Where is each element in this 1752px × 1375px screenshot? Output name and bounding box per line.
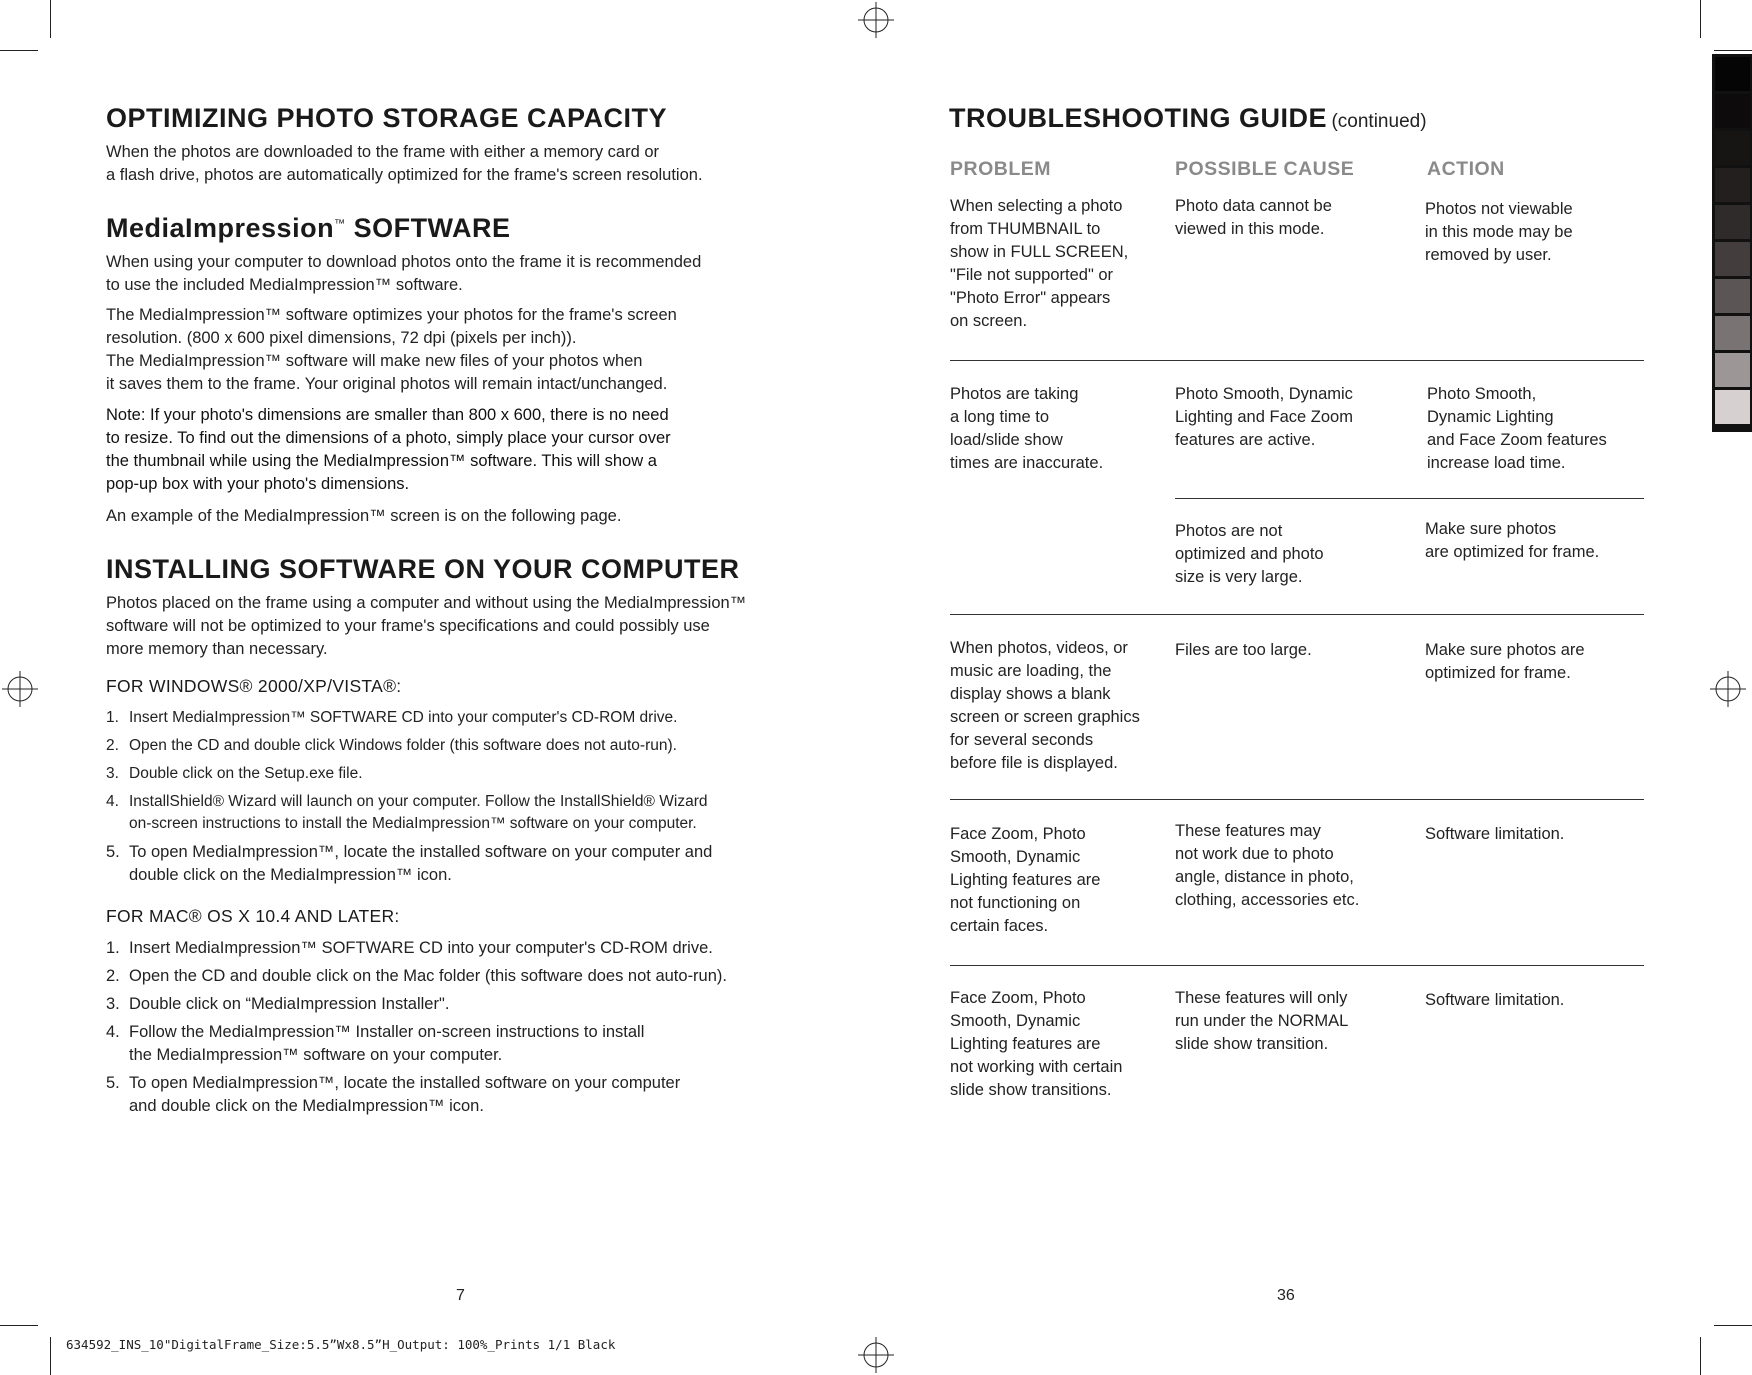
- text-line: Photos not viewable: [1425, 200, 1573, 218]
- text-line: before file is displayed.: [950, 754, 1118, 772]
- text-line: "File not supported" or: [950, 266, 1114, 284]
- title-text: MediaImpression: [106, 213, 335, 243]
- page-number-right: 36: [1277, 1287, 1295, 1304]
- list-item: [106, 841, 786, 887]
- action-cell: [1425, 518, 1599, 564]
- registration-mark-icon: [2, 671, 38, 707]
- list-item: [106, 707, 786, 729]
- windows-heading: FOR WINDOWS® 2000/XP/VISTA®:: [106, 676, 402, 696]
- text-line: Files are too large.: [1175, 641, 1312, 659]
- problem-cell: [950, 987, 1122, 1102]
- action-cell: [1427, 383, 1607, 475]
- step-text: and double click on the MediaImpression™ icon.: [129, 1097, 484, 1115]
- text-line: are optimized for frame.: [1425, 543, 1600, 561]
- text-line: optimized for frame.: [1425, 664, 1571, 682]
- text-line: not working with certain: [950, 1058, 1123, 1076]
- list-item: [106, 791, 786, 835]
- section-title-software: [106, 213, 511, 244]
- step-number: 5.: [106, 843, 120, 861]
- text-line: Make sure photos are: [1425, 641, 1585, 659]
- text-line: and Face Zoom features: [1427, 431, 1607, 449]
- color-swatch: [1715, 242, 1750, 276]
- cause-cell: [1175, 987, 1348, 1056]
- step-number: 3.: [106, 765, 119, 782]
- crop-mark: [0, 50, 38, 51]
- step-number: 2.: [106, 967, 120, 985]
- row-divider: [950, 614, 1644, 615]
- text-line: size is very large.: [1175, 568, 1303, 586]
- title-text: TROUBLESHOOTING GUIDE: [949, 103, 1328, 133]
- text-line: The MediaImpression™ software will make new files of your photos when: [106, 352, 643, 370]
- step-text: double click on the MediaImpression™ icon.: [129, 866, 452, 884]
- color-swatch: [1715, 131, 1750, 165]
- text-line: Smooth, Dynamic: [950, 848, 1081, 866]
- text-line: music are loading, the: [950, 662, 1112, 680]
- crop-mark: [1700, 1337, 1701, 1375]
- text-line: Dynamic Lighting: [1427, 408, 1554, 426]
- color-swatch: [1715, 205, 1750, 239]
- step-text: Insert MediaImpression™ SOFTWARE CD into your computer's CD-ROM drive.: [129, 939, 713, 957]
- text-line: display shows a blank: [950, 685, 1111, 703]
- storage-paragraph: [106, 141, 703, 187]
- text-line: When photos, videos, or: [950, 639, 1128, 657]
- text-line: Make sure photos: [1425, 520, 1557, 538]
- problem-cell: [950, 637, 1140, 775]
- text-line: When using your computer to download photos onto the frame it is recommended: [106, 253, 702, 271]
- text-line: Photo data cannot be: [1175, 197, 1332, 215]
- text-line: times are inaccurate.: [950, 454, 1104, 472]
- action-cell: [1425, 198, 1573, 267]
- text-line: resolution. (800 x 600 pixel dimensions, 72 dpi (pixels per inch)).: [106, 329, 577, 347]
- registration-mark-icon: [1710, 671, 1746, 707]
- text-line: Smooth, Dynamic: [950, 1012, 1081, 1030]
- problem-cell: [950, 823, 1100, 938]
- text-line: Face Zoom, Photo: [950, 989, 1086, 1007]
- text-line: Lighting and Face Zoom: [1175, 408, 1353, 426]
- step-text: Follow the MediaImpression™ Installer on-screen instructions to install: [129, 1023, 645, 1041]
- text-line: in this mode may be: [1425, 223, 1573, 241]
- text-line: Face Zoom, Photo: [950, 825, 1086, 843]
- step-text: Double click on “MediaImpression Installer".: [129, 995, 450, 1013]
- row-divider: [950, 965, 1644, 966]
- text-line: Photos placed on the frame using a computer and without using the MediaImpression™: [106, 594, 747, 612]
- page-title: [949, 103, 1427, 134]
- step-text: Open the CD and double click Windows folder (this software does not auto-run).: [129, 737, 677, 754]
- list-item: [106, 763, 786, 785]
- windows-steps: [106, 707, 786, 887]
- mac-heading: FOR MAC® OS X 10.4 AND LATER:: [106, 906, 400, 926]
- step-text: InstallShield® Wizard will launch on your computer. Follow the InstallShield® Wizard: [129, 793, 708, 810]
- list-item: [106, 965, 806, 988]
- cause-cell: [1175, 383, 1353, 452]
- text-line: load/slide show: [950, 431, 1063, 449]
- text-line: on screen.: [950, 312, 1028, 330]
- list-item: [106, 735, 786, 757]
- text-line: These features will only: [1175, 989, 1348, 1007]
- text-line: viewed in this mode.: [1175, 220, 1325, 238]
- action-cell: [1425, 989, 1564, 1012]
- text-line: The MediaImpression™ software optimizes your photos for the frame's screen: [106, 306, 677, 324]
- text-line: Photos are not: [1175, 522, 1283, 540]
- example-line: An example of the MediaImpression™ screen is on the following page.: [106, 507, 622, 525]
- text-line: a long time to: [950, 408, 1050, 426]
- text-line: slide show transition.: [1175, 1035, 1329, 1053]
- crop-mark: [50, 1337, 51, 1375]
- text-line: from THUMBNAIL to: [950, 220, 1101, 238]
- step-text: on-screen instructions to install the MediaImpression™ software on your computer.: [129, 815, 697, 832]
- text-line: pop-up box with your photo's dimensions.: [106, 475, 410, 493]
- crop-mark: [50, 0, 51, 38]
- step-text: To open MediaImpression™, locate the installed software on your computer: [129, 1074, 681, 1092]
- installing-intro: [106, 592, 746, 661]
- list-item: [106, 1021, 806, 1067]
- cause-cell: [1175, 520, 1324, 589]
- color-swatch: [1715, 390, 1750, 424]
- text-line: for several seconds: [950, 731, 1094, 749]
- step-text: To open MediaImpression™, locate the installed software on your computer and: [129, 843, 713, 861]
- software-note: [106, 404, 671, 496]
- text-line: not work due to photo: [1175, 845, 1334, 863]
- software-paragraph-1: [106, 251, 701, 297]
- mac-steps: [106, 937, 806, 1118]
- column-header-action: ACTION: [1427, 158, 1505, 180]
- step-number: 1.: [106, 939, 120, 957]
- text-line: Photo Smooth, Dynamic: [1175, 385, 1353, 403]
- text-line: software will not be optimized to your frame's specifications and could possibly use: [106, 617, 710, 635]
- text-line: features are active.: [1175, 431, 1316, 449]
- text-line: Software limitation.: [1425, 991, 1565, 1009]
- text-line: more memory than necessary.: [106, 640, 328, 658]
- color-swatch: [1715, 353, 1750, 387]
- column-header-problem: PROBLEM: [950, 158, 1051, 180]
- print-slug-line: 634592_INS_10"DigitalFrame_Size:5.5”Wx8.5”H_Output: 100%_Prints 1/1 Black: [66, 1337, 616, 1352]
- row-divider: [950, 360, 1644, 361]
- crop-mark: [1700, 0, 1701, 38]
- text-line: optimized and photo: [1175, 545, 1324, 563]
- row-divider: [1175, 498, 1644, 499]
- text-line: When selecting a photo: [950, 197, 1123, 215]
- list-item: [106, 937, 806, 960]
- text-line: screen or screen graphics: [950, 708, 1140, 726]
- crop-mark: [1714, 50, 1752, 51]
- action-cell: [1425, 639, 1585, 685]
- text-line: certain faces.: [950, 917, 1049, 935]
- step-number: 2.: [106, 737, 119, 754]
- step-text: the MediaImpression™ software on your computer.: [129, 1046, 503, 1064]
- text-line: Lighting features are: [950, 871, 1101, 889]
- list-item: [106, 1072, 806, 1118]
- color-swatch: [1715, 279, 1750, 313]
- cause-cell: [1175, 820, 1359, 912]
- problem-cell: [950, 383, 1103, 475]
- text-line: the thumbnail while using the MediaImpression™ software. This will show a: [106, 452, 657, 470]
- action-cell: [1425, 823, 1564, 846]
- text-line: slide show transitions.: [950, 1081, 1112, 1099]
- registration-mark-icon: [858, 1337, 894, 1373]
- cause-cell: [1175, 639, 1312, 662]
- text-line: removed by user.: [1425, 246, 1552, 264]
- section-title-storage: OPTIMIZING PHOTO STORAGE CAPACITY: [106, 103, 668, 133]
- color-swatch: [1715, 94, 1750, 128]
- crop-mark: [1714, 1325, 1752, 1326]
- list-item: [106, 993, 806, 1016]
- text-line: clothing, accessories etc.: [1175, 891, 1360, 909]
- registration-mark-icon: [858, 2, 894, 38]
- text-line: show in FULL SCREEN,: [950, 243, 1129, 261]
- text-line: Photos are taking: [950, 385, 1079, 403]
- step-text: Insert MediaImpression™ SOFTWARE CD into your computer's CD-ROM drive.: [129, 709, 678, 726]
- step-number: 4.: [106, 793, 119, 810]
- cause-cell: [1175, 195, 1332, 241]
- text-line: When the photos are downloaded to the frame with either a memory card or: [106, 143, 660, 161]
- software-paragraph-2: [106, 304, 677, 396]
- text-line: not functioning on: [950, 894, 1081, 912]
- color-swatch: [1715, 168, 1750, 202]
- step-number: 4.: [106, 1023, 120, 1041]
- text-line: "Photo Error" appears: [950, 289, 1111, 307]
- color-swatch: [1715, 316, 1750, 350]
- step-number: 1.: [106, 709, 119, 726]
- trademark-symbol: ™: [334, 218, 346, 230]
- text-line: run under the NORMAL: [1175, 1012, 1349, 1030]
- column-header-cause: POSSIBLE CAUSE: [1175, 158, 1355, 180]
- step-number: 3.: [106, 995, 120, 1013]
- text-line: to use the included MediaImpression™ software.: [106, 276, 463, 294]
- text-line: Lighting features are: [950, 1035, 1101, 1053]
- text-line: increase load time.: [1427, 454, 1566, 472]
- step-text: Double click on the Setup.exe file.: [129, 765, 363, 782]
- text-line: it saves them to the frame. Your original photos will remain intact/unchanged.: [106, 375, 668, 393]
- text-line: Photo Smooth,: [1427, 385, 1537, 403]
- color-calibration-bar: [1712, 54, 1752, 432]
- text-line: Note: If your photo's dimensions are smaller than 800 x 600, there is no need: [106, 406, 669, 424]
- title-text: SOFTWARE: [345, 213, 511, 243]
- row-divider: [950, 799, 1644, 800]
- step-number: 5.: [106, 1074, 120, 1092]
- text-line: to resize. To find out the dimensions of a photo, simply place your cursor over: [106, 429, 671, 447]
- crop-mark: [0, 1325, 38, 1326]
- page-number-left: 7: [456, 1287, 465, 1304]
- text-line: Software limitation.: [1425, 825, 1565, 843]
- title-suffix: (continued): [1331, 111, 1427, 132]
- text-line: angle, distance in photo,: [1175, 868, 1354, 886]
- step-text: Open the CD and double click on the Mac folder (this software does not auto-run).: [129, 967, 727, 985]
- text-line: a flash drive, photos are automatically optimized for the frame's screen resolution.: [106, 166, 703, 184]
- section-title-installing: INSTALLING SOFTWARE ON YOUR COMPUTER: [106, 554, 740, 584]
- color-swatch: [1715, 57, 1750, 91]
- problem-cell: [950, 195, 1128, 333]
- text-line: These features may: [1175, 822, 1321, 840]
